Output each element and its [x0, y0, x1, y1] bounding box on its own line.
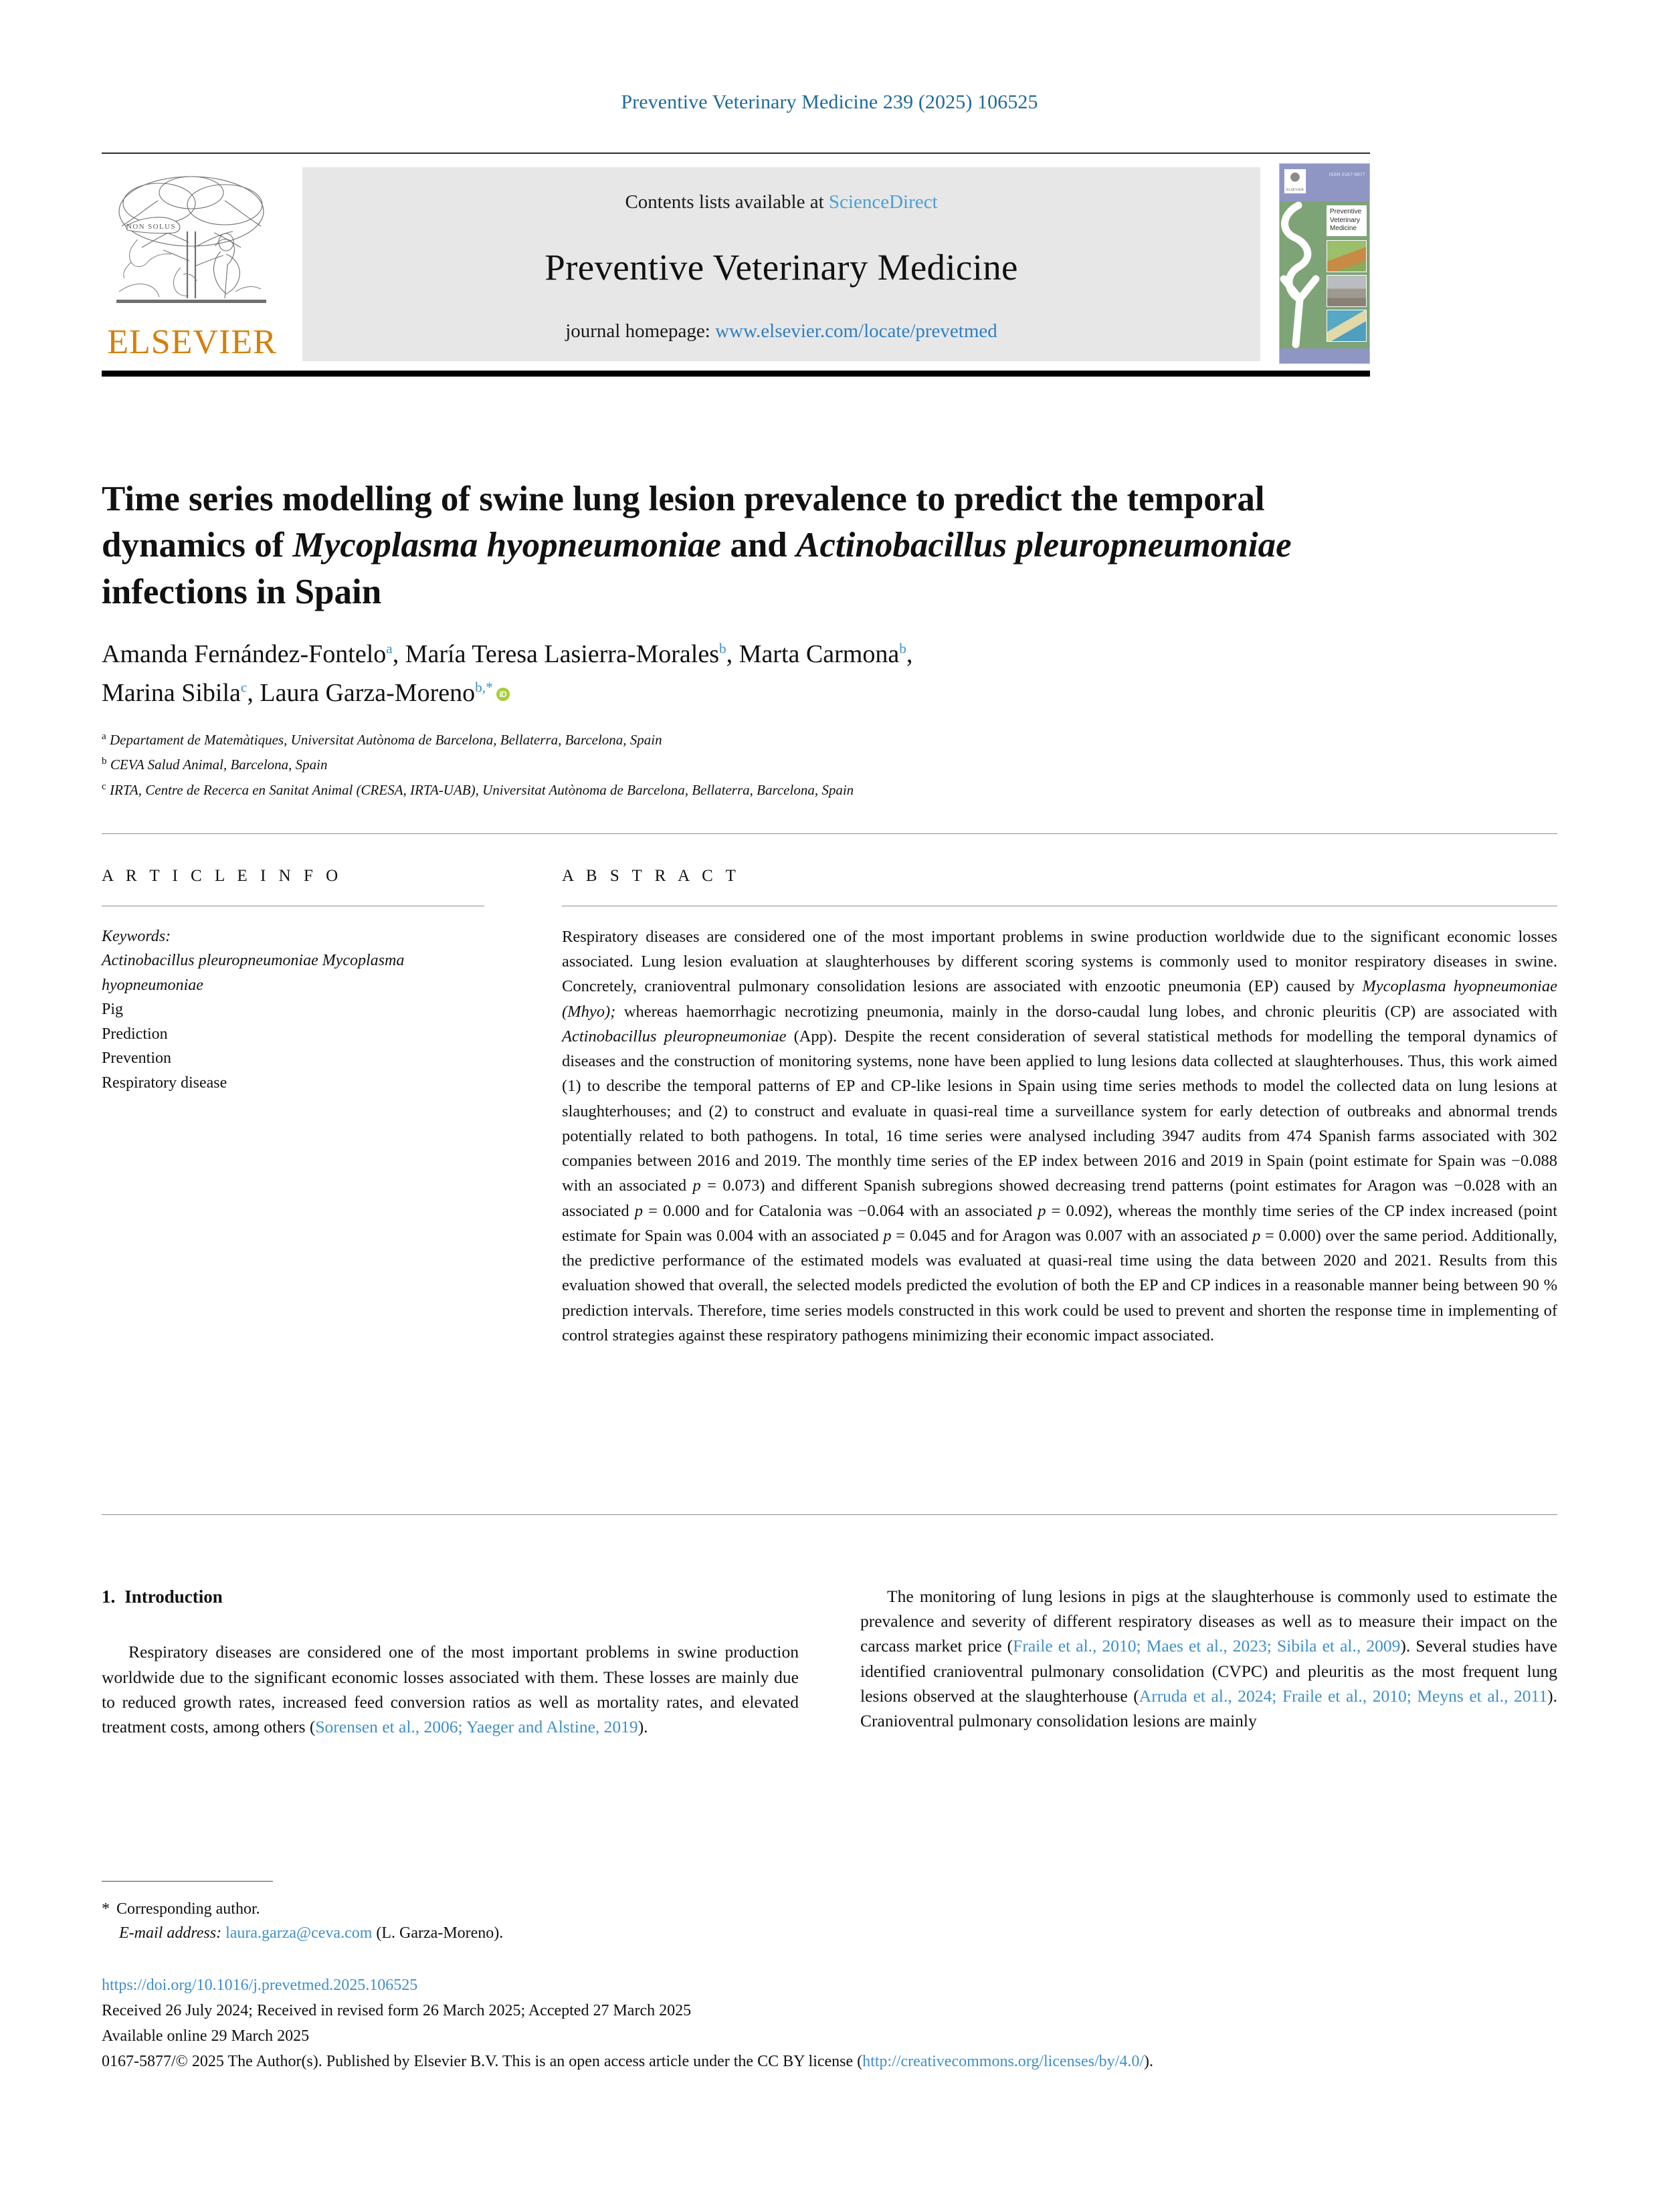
abstract-seg: whereas haemorrhagic necrotizing pneumonia, mainly in the dorso-caudal lung lobes, and chronic pleuritis (CP) are associated with	[615, 1002, 1557, 1021]
author-name: Laura Garza-Moreno	[260, 678, 476, 707]
abstract-seg: = 0.092), whereas the monthly time series of the CP index increased (point estimate for Spain was 0.004 with an associated	[562, 1201, 1557, 1245]
abstract-pvalue-symbol: p	[883, 1226, 892, 1245]
author	[102, 679, 260, 707]
keyword-item: Prediction	[102, 1025, 168, 1043]
title-part-3: infections in Spain	[102, 573, 382, 612]
affiliation-mark: a	[102, 731, 106, 742]
paragraph-seg: ).	[638, 1717, 648, 1737]
svg-text:NON SOLUS: NON SOLUS	[126, 223, 177, 231]
email-label: E-mail address:	[119, 1924, 222, 1942]
cover-tree-icon	[1287, 171, 1303, 186]
orcid-icon[interactable]: iD	[496, 688, 510, 701]
homepage-prefix: journal homepage:	[565, 320, 716, 342]
elsevier-wordmark: ELSEVIER	[107, 323, 277, 361]
corresponding-author-note	[102, 1897, 838, 1921]
author-separator: ,	[247, 678, 260, 707]
footnote-marker: *	[102, 1900, 110, 1918]
cover-issn: ISSN 0167-5877	[1329, 173, 1365, 177]
sciencedirect-link[interactable]: ScienceDirect	[828, 191, 938, 213]
cover-elsevier-badge	[1284, 169, 1306, 194]
author-affiliation-mark: c	[240, 679, 248, 696]
cover-title-line1: Preventive	[1330, 208, 1362, 215]
cover-badge-word: ELSEVIER	[1286, 189, 1304, 192]
author	[102, 640, 405, 668]
corresponding-author-text: Corresponding author.	[116, 1900, 260, 1918]
keyword-item: Actinobacillus pleuropneumoniae Mycoplasma hyopneumoniae	[102, 952, 405, 994]
received-dates: Received 26 July 2024; Received in revised form 26 March 2025; Accepted 27 March 2025	[102, 2001, 692, 2019]
body-column-left	[102, 1584, 799, 1739]
affiliation-text: Departament de Matemàtiques, Universitat Autònoma de Barcelona, Bellaterra, Barcelona, Spain	[109, 732, 662, 748]
abstract-pvalue-symbol: p	[692, 1177, 701, 1195]
elsevier-logo	[102, 167, 281, 361]
copyright-text: 0167-5877/© 2025 The Author(s). Published by Elsevier B.V. This is an open access article under the CC BY license (	[102, 2052, 863, 2070]
email-owner: (L. Garza-Moreno).	[376, 1924, 504, 1942]
author	[739, 640, 913, 668]
paragraph-seg: Respiratory diseases are considered one of the most important problems in swine production worldwide due to the significant economic losses associated with them. These losses are mainly due to reduced growth rates, increased feed conversion ratios as well as mortality rates, and elevated treatment costs, among others (	[102, 1642, 799, 1737]
author-name: María Teresa Lasierra-Morales	[405, 640, 720, 668]
contents-prefix: Contents lists available at	[625, 191, 829, 213]
cover-title-line3: Medicine	[1330, 225, 1357, 232]
affiliation-mark: b	[102, 756, 107, 767]
abstract-pvalue-symbol: p	[634, 1201, 644, 1220]
author-separator: ,	[392, 640, 405, 668]
affiliation-text: CEVA Salud Animal, Barcelona, Spain	[110, 757, 328, 773]
affiliation-text: IRTA, Centre de Recerca en Sanitat Animal (CRESA, IRTA-UAB), Universitat Autònoma de Barcelona, Bellaterra, Barcelona, Spain	[109, 781, 854, 798]
author-separator: ,	[906, 640, 913, 668]
masthead-top-rule	[102, 153, 1370, 154]
abstract-pvalue-symbol: p	[1038, 1201, 1046, 1220]
paragraph-seg: ). Cranioventral pulmonary consolidation lesions are mainly	[860, 1686, 1557, 1731]
abstract-text	[562, 924, 1557, 1348]
abstract-seg: = 0.045 and for Aragon was 0.007 with an associated	[891, 1226, 1253, 1245]
copyright-line	[102, 2049, 1560, 2075]
abstract-seg: = 0.073) and different Spanish subregions showed decreasing trend patterns (point estimates for Aragon was −0.028 with an associated	[562, 1177, 1557, 1220]
masthead-bottom-rule	[102, 371, 1370, 377]
author-name: Amanda Fernández-Fontelo	[102, 640, 387, 668]
keywords-label: Keywords:	[102, 928, 171, 945]
paragraph	[860, 1584, 1557, 1733]
citation-link[interactable]: Arruda et al., 2024; Fraile et al., 2010; Meyns et al., 2011	[1139, 1686, 1548, 1706]
homepage-line	[302, 320, 1260, 342]
abstract-seg: Respiratory diseases are considered one of the most important problems in swine production worldwide due to the significant economic losses associated. Lung lesion evaluation at slaughterhouses by different scoring systems is commonly used to monitor respiratory diseases in swine. Concretely, cranioventral pulmonary consolidation lesions are associated with enzootic pneumonia (EP) caused by	[562, 928, 1557, 996]
citation-link[interactable]: Sorensen et al., 2006; Yaeger and Alstine, 2019	[315, 1717, 638, 1737]
author-list	[102, 635, 1319, 713]
keyword-item: Prevention	[102, 1049, 171, 1068]
author-affiliation-mark: b	[899, 640, 906, 657]
journal-homepage-link[interactable]: www.elsevier.com/locate/prevetmed	[715, 320, 997, 342]
affiliation-item	[102, 778, 1373, 803]
email-link[interactable]: laura.garza@ceva.com	[225, 1924, 373, 1942]
footnote-block	[102, 1897, 838, 1946]
contents-line	[302, 191, 1260, 213]
author-affiliation-mark: a	[386, 640, 393, 657]
footer-block	[102, 1973, 1560, 2075]
journal-cover-thumbnail	[1279, 163, 1370, 364]
affiliation-list	[102, 728, 1373, 803]
running-head: Preventive Veterinary Medicine 239 (2025) 106525	[621, 91, 1038, 113]
affiliation-mark: c	[102, 781, 106, 792]
copyright-text-end: ).	[1143, 2052, 1153, 2070]
title-species-1: Mycoplasma hyopneumoniae	[292, 526, 722, 565]
abstract-heading: A B S T R A C T	[562, 867, 741, 885]
citation-link[interactable]: Fraile et al., 2010; Maes et al., 2023; Sibila et al., 2009	[1013, 1636, 1401, 1656]
paragraph-seg: The monitoring of lung lesions in pigs at the slaughterhouse is commonly used to estimate the prevalence and severity of different respiratory diseases as well as to measure their impact on the carcass market price (	[860, 1587, 1557, 1656]
license-link[interactable]: http://creativecommons.org/licenses/by/4.0/	[862, 2052, 1144, 2070]
abstract-seg: (App). Despite the recent consideration of several statistical methods for modelling the temporal dynamics of diseases and the construction of monitoring systems, none have been applied to lung lesions data collected at slaughterhouses. Thus, this work aimed (1) to describe the temporal patterns of EP and CP-like lesions in Spain using time series methods to model the collected data on lung lesions at slaughterhouses; and (2) to construct and evaluate in quasi-real time a surveillance system for early detection of outbreaks and abnormal trends potentially related to both pathogens. In total, 16 time series were analysed including 3947 audits from 474 Spanish farms associated with 302 companies between 2016 and 2019. The monthly time series of the EP index between 2016 and 2019 in Spain (point estimate for Spain was −0.088 with an associated	[562, 1027, 1557, 1195]
journal-title: Preventive Veterinary Medicine	[545, 247, 1018, 288]
cover-title-line2: Veterinary	[1330, 216, 1361, 224]
paragraph-seg: ). Several studies have identified cranioventral pulmonary consolidation (CVPC) and pleuritis as the most frequent lung lesions observed at the slaughterhouse (	[860, 1636, 1557, 1706]
cover-title	[1327, 205, 1367, 236]
page-title	[102, 476, 1306, 617]
section-title: Introduction	[124, 1587, 223, 1607]
title-species-2: Actinobacillus pleuropneumoniae	[796, 526, 1292, 565]
title-part-2: and	[721, 526, 797, 565]
author-name: Marta Carmona	[739, 640, 900, 668]
email-note	[102, 1921, 838, 1945]
journal-masthead	[102, 159, 1370, 360]
author	[405, 640, 739, 668]
author-affiliation-mark: b,*	[475, 679, 493, 696]
sciencedirect-box	[302, 167, 1260, 361]
affiliation-item	[102, 728, 1373, 752]
cover-photo-pigs	[1327, 240, 1367, 272]
keyword-item: Pig	[102, 1001, 124, 1019]
paragraph	[102, 1639, 799, 1739]
author	[260, 679, 509, 707]
article-info-top-rule	[102, 833, 1557, 834]
cover-main-panel	[1280, 201, 1369, 350]
abstract-species-2: Actinobacillus pleuropneumoniae	[562, 1027, 787, 1045]
title-part-1: Time series modelling of swine lung lesion prevalence to predict the temporal dynamics of	[102, 479, 1265, 565]
abstract-species-1: Mycoplasma hyopneumoniae (Mhyo);	[562, 977, 1557, 1021]
author-separator: ,	[726, 640, 739, 668]
article-info-heading: A R T I C L E I N F O	[102, 867, 343, 885]
available-online: Available online 29 March 2025	[102, 2027, 310, 2045]
author-name: Marina Sibila	[102, 678, 241, 707]
asclepius-snake-icon	[1279, 201, 1329, 350]
keywords-block	[102, 924, 503, 1095]
body-column-right	[860, 1584, 1557, 1733]
affiliation-item	[102, 752, 1373, 777]
footnote-rule	[102, 1881, 273, 1882]
author-affiliation-mark: b	[719, 640, 726, 657]
cover-photo-cattle	[1327, 275, 1367, 307]
section-number: 1.	[102, 1587, 116, 1607]
abstract-seg: = 0.000 and for Catalonia was −0.064 with an associated	[643, 1201, 1038, 1220]
cover-photo-fish	[1327, 310, 1367, 342]
article-info-bottom-rule	[102, 1514, 1557, 1515]
doi-link[interactable]: https://doi.org/10.1016/j.prevetmed.2025.106525	[102, 1977, 418, 1994]
cover-footer-band	[1280, 348, 1369, 363]
section-heading-introduction	[102, 1584, 799, 1610]
keyword-item: Respiratory disease	[102, 1074, 227, 1092]
abstract-pvalue-symbol: p	[1252, 1226, 1261, 1245]
abstract-seg: = 0.000) over the same period. Additionally, the predictive performance of the estimated models was evaluated at quasi-real time using the data between 2020 and 2021. Results from this evaluation showed that overall, the selected models predicted the evolution of both the EP and CP indices in a reasonable manner being between 90 % prediction intervals. Therefore, time series models constructed in this work could be used to prevent and shorten the response time in implementing of control strategies against these respiratory pathogens minimizing their economic impact associated.	[562, 1226, 1557, 1344]
